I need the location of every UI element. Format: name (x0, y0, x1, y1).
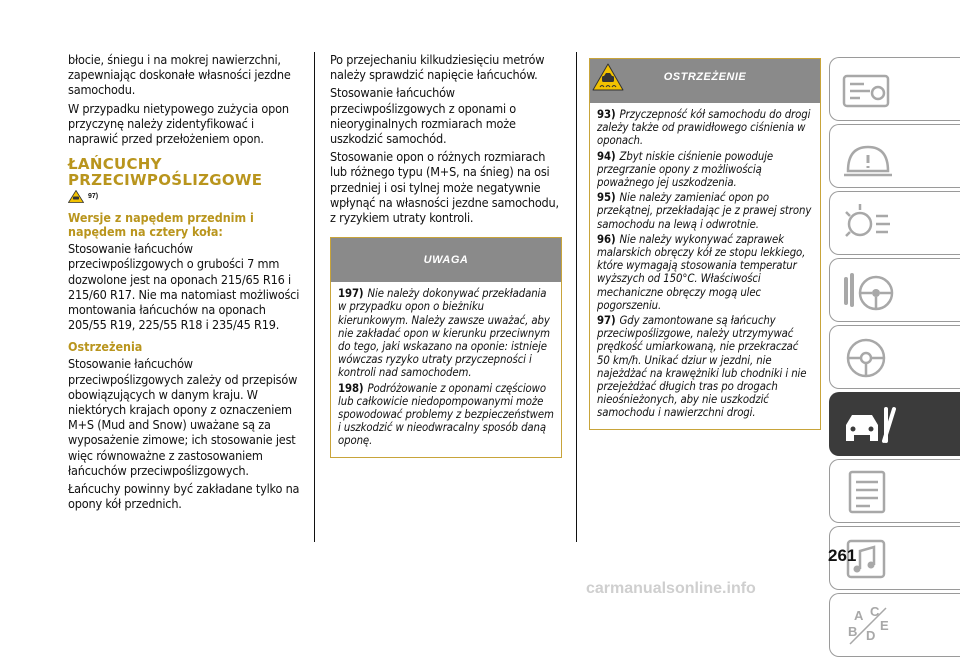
warning-triangle-icon (68, 190, 84, 203)
driving-controls-icon (840, 332, 900, 382)
warning-box-header (590, 59, 820, 103)
maintenance-list-icon (840, 466, 900, 516)
warning-notes (590, 103, 820, 429)
paragraph: Łańcuchy powinny być zakładane tylko na opony kół przednich. (68, 481, 300, 512)
lighting-icon (840, 198, 900, 248)
note-text: Nie należy wykonywać zaprawek malarskich obręczy kół ze stopu lekkiego, które wymagają stosowania temperatur wyższych od 150°C. Właściwości mechaniczne obręczy mogą ulec pogorszeniu. (597, 232, 806, 312)
car-wrench-icon (840, 399, 900, 449)
note-item (597, 233, 813, 312)
note-text: Przyczepność kół samochodu do drogi zależy także od prawidłowego ciśnienia w oponach. (597, 108, 811, 148)
chapter-tab[interactable] (829, 459, 960, 523)
caution-box-header (331, 238, 561, 282)
page-number: 261 (828, 546, 857, 565)
warning-box-title: OSTRZEŻENIE (663, 71, 747, 83)
svg-text:B: B (848, 624, 858, 639)
warning-reference (68, 190, 300, 203)
column-2 (330, 52, 562, 458)
note-item (597, 150, 813, 190)
paragraph: Stosowanie opon o różnych rozmiarach lub różnego typu (M+S, na śnieg) na osi przedniej i osi tylnej może negatywnie wpłynąć na własności jezdne samochodu, z ryzykiem utraty kontroli. (330, 149, 559, 226)
svg-text:C: C (870, 604, 880, 619)
note-item (597, 191, 813, 231)
column-divider (314, 52, 315, 542)
paragraph: błocie, śniegu i na mokrej nawierzchni, zapewniając doskonałe własności jezdne samochodu. (68, 52, 291, 98)
warning-box (589, 58, 821, 430)
chapter-tab[interactable] (829, 258, 960, 322)
subheading: Wersje z napędem przednim i napędem na cztery koła: (68, 210, 254, 240)
safety-steering-icon (840, 265, 900, 315)
car-dashboard-icon (840, 64, 900, 114)
chapter-tab[interactable] (829, 325, 960, 389)
paragraph: Po przejechaniu kilkudziesięciu metrów należy sprawdzić napięcie łańcuchów. (330, 52, 545, 83)
svg-text:E: E (880, 618, 889, 633)
note-text: Nie należy zamieniać opon po przekątnej, przekładając je z prawej strony samochodu na lewą i odwrotnie. (597, 191, 812, 231)
note-item (597, 314, 813, 420)
note-item (338, 382, 554, 448)
column-divider (576, 52, 577, 542)
warning-lights-icon (840, 131, 900, 181)
note-text: Podróżowanie z oponami częściowo lub całkowicie niedopompowanymi może spowodować problemy z bezpieczeństwem i uszkodzić w nieodwracalny sposób daną oponę. (338, 381, 554, 448)
paragraph: W przypadku nietypowego zużycia opon przyczynę należy zidentyfikować i naprawić przed przełożeniem opon. (68, 100, 289, 147)
column-3 (589, 58, 821, 430)
note-number: 197) (338, 287, 364, 301)
note-text: Zbyt niskie ciśnienie powoduje przegrzanie opony z możliwością poważnego jej uszkodzenia. (597, 149, 774, 190)
column-1 (68, 52, 300, 514)
note-number: 198) (338, 381, 364, 395)
chapter-tab[interactable] (829, 124, 960, 188)
note-text: Nie należy dokonywać przekładania w przypadku opon o bieżniku kierunkowym. Należy zawsze uważać, aby nie zakładać opon w kierunku przeciwnym do tego, jaki wskazano na oponie: istnieje wówczas ryzyko utraty przyczepności i kontroli nad samochodem. (338, 287, 550, 380)
section-heading: ŁAŃCUCHY PRZECIWPOŚLIZGOWE (68, 155, 263, 190)
reference-number: 97) (88, 193, 99, 201)
note-item (597, 108, 813, 148)
note-number: 93) (597, 108, 616, 121)
svg-text:A: A (854, 608, 864, 623)
caution-box-title: UWAGA (331, 238, 561, 282)
subheading: Ostrzeżenia (68, 339, 143, 355)
caution-box (330, 237, 562, 457)
note-item (338, 287, 554, 379)
paragraph: Stosowanie łańcuchów przeciwpoślizgowych zależy od przepisów obowiązujących w danym kraju. W niektórych krajach opony z oznaczeniem M+S (Mud and Snow) uważane są za wyposażenie zimowe; ich stosowanie jest więc równoważne z zastosowaniem łańcuchów przeciwpoślizgowych. (68, 356, 298, 478)
watermark: carmanualsonline.info (586, 580, 756, 597)
chapter-tab[interactable] (829, 57, 960, 121)
chapter-tab[interactable] (829, 593, 960, 657)
chapter-tab[interactable] (829, 191, 960, 255)
index-alphabet-icon (840, 600, 900, 650)
note-number: 96) (597, 232, 616, 246)
chapter-tabs (829, 57, 960, 660)
note-text: Gdy zamontowane są łańcuchy przeciwpoślizgowe, należy utrzymywać prędkość umiarkowaną, nie przekraczać 50 km/h. Unikać dziur w jezdni, nie najeżdżać na krawężniki lub chodniki i nie przejeżdżać długich tras po drogach nieośnieżonych, aby nie uszkodzić samochodu i nawierzchni drogi. (597, 314, 807, 420)
chapter-tab[interactable] (829, 392, 960, 456)
caution-notes (331, 282, 561, 456)
svg-text:D: D (866, 628, 876, 643)
note-number: 94) (597, 149, 616, 163)
paragraph: Stosowanie łańcuchów przeciwpoślizgowych o grubości 7 mm dozwolone jest na oponach 215/65 R16 i 215/60 R17. Nie ma natomiast możliwości montowania łańcuchów na oponach 205/55 R19, 225/55 R18 i 235/45 R19. (68, 241, 300, 333)
paragraph: Stosowanie łańcuchów przeciwpoślizgowych z oponami o nieoryginalnych rozmiarach może uszkodzić samochód. (330, 85, 517, 147)
note-number: 95) (597, 191, 616, 205)
note-number: 97) (597, 314, 616, 328)
